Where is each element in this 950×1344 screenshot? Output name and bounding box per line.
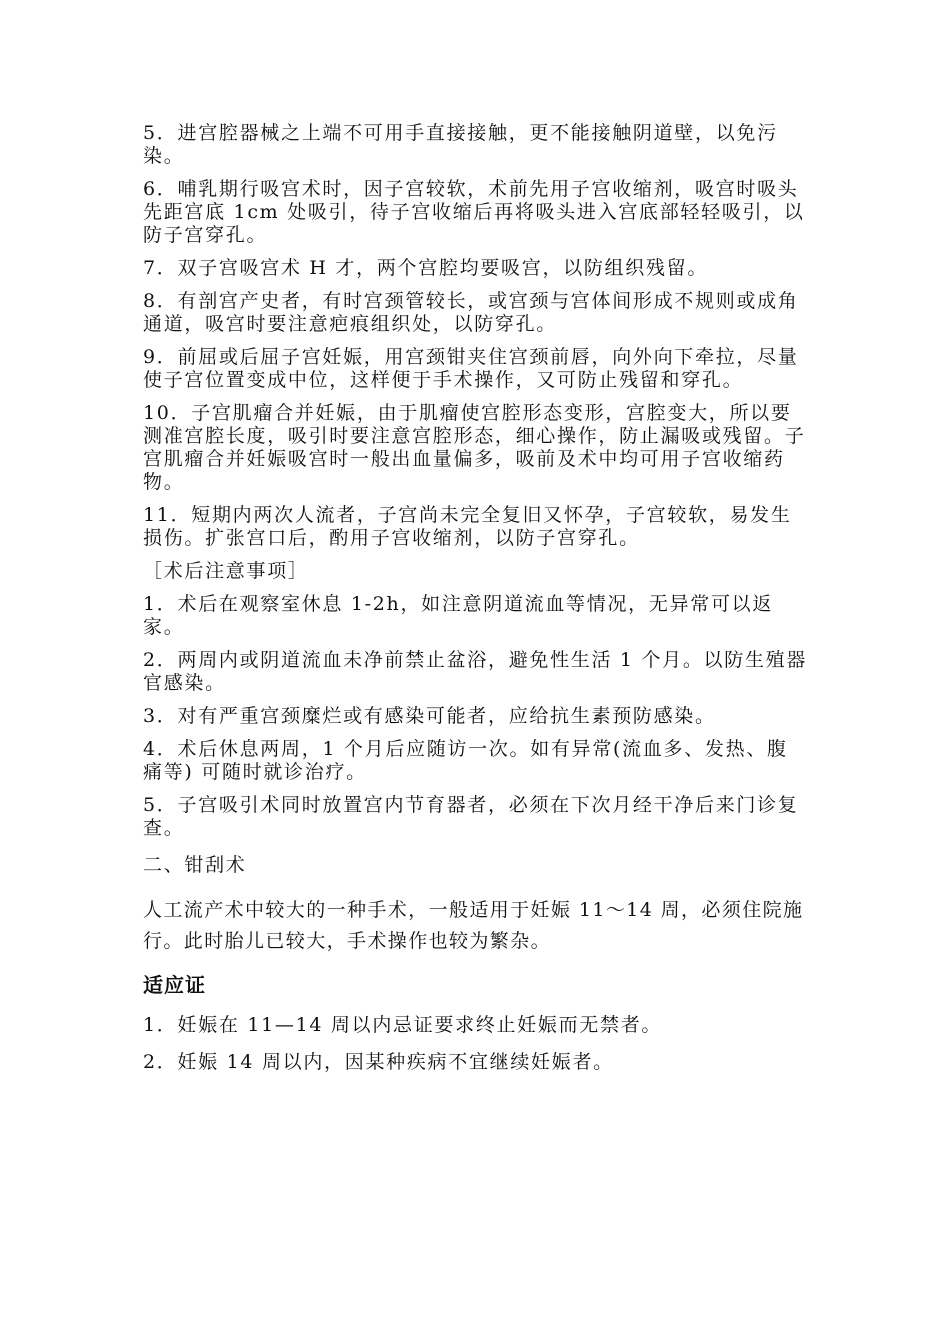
paragraph-note-7: 7．双子宫吸宫术 H 才，两个宫腔均要吸宫，以防组织残留。: [143, 257, 709, 279]
paragraph-note-11: 11．短期内两次人流者，子宫尚未完全复旧又怀孕，子宫较软，易发生损伤。扩张宫口后，酌用子宫收缩剂，以防子宫穿孔。: [143, 504, 792, 549]
postop-item-5: 5．子宫吸引术同时放置宫内节育器者，必须在下次月经干净后来门诊复查。: [143, 794, 799, 839]
postop-item-2: 2．两周内或阴道流血未净前禁止盆浴，避免性生活 1 个月。以防生殖器官感染。: [143, 649, 808, 694]
postop-item-1: 1．术后在观察室休息 1-2h，如注意阴道流血等情况，无异常可以返家。: [143, 593, 774, 638]
paragraph-note-9: 9．前屈或后屈子宫妊娠，用宫颈钳夹住宫颈前唇，向外向下牵拉，尽量使子宫位置变成中位，这样便于手术操作，又可防止残留和穿孔。: [143, 346, 799, 391]
indications-heading: 适应证: [143, 973, 206, 997]
section-intro: 人工流产术中较大的一种手术，一般适用于妊娠 11～14 周，必须住院施行。此时胎儿已较大，手术操作也较为繁杂。: [143, 899, 804, 952]
postop-heading: ［术后注意事项］: [143, 560, 309, 582]
document-body: [143, 122, 808, 1084]
paragraph-note-10: 10．子宫肌瘤合并妊娠，由于肌瘤使宫腔形态变形，宫腔变大，所以要测准宫腔长度，吸引时要注意宫腔形态，细心操作，防止漏吸或残留。子宫肌瘤合并妊娠吸宫时一般出血量偏多，吸前及术中均可用子宫收缩药物。: [143, 402, 806, 493]
paragraph-note-5: 5．进宫腔器械之上端不可用手直接接触，更不能接触阴道壁，以免污染。: [143, 122, 778, 167]
paragraph-note-6: 6．哺乳期行吸宫术时，因子宫较软，术前先用子宫收缩剂，吸宫时吸头先距宫底 1cm 处吸引，待子宫收缩后再将吸头进入宫底部轻轻吸引，以防子宫穿孔。: [143, 178, 805, 246]
section-title: 二、钳刮术: [143, 854, 247, 876]
postop-item-4: 4．术后休息两周，1 个月后应随访一次。如有异常(流血多、发热、腹痛等) 可随时就诊治疗。: [143, 738, 788, 783]
paragraph-note-8: 8．有剖宫产史者，有时宫颈管较长，或宫颈与宫体间形成不规则或成角通道，吸宫时要注意疤痕组织处，以防穿孔。: [143, 290, 799, 335]
indication-item-2: 2．妊娠 14 周以内，因某种疾病不宜继续妊娠者。: [143, 1051, 614, 1073]
indication-item-1: 1．妊娠在 11—14 周以内忌证要求终止妊娠而无禁者。: [143, 1014, 663, 1036]
postop-item-3: 3．对有严重宫颈糜烂或有感染可能者，应给抗生素预防感染。: [143, 705, 716, 727]
